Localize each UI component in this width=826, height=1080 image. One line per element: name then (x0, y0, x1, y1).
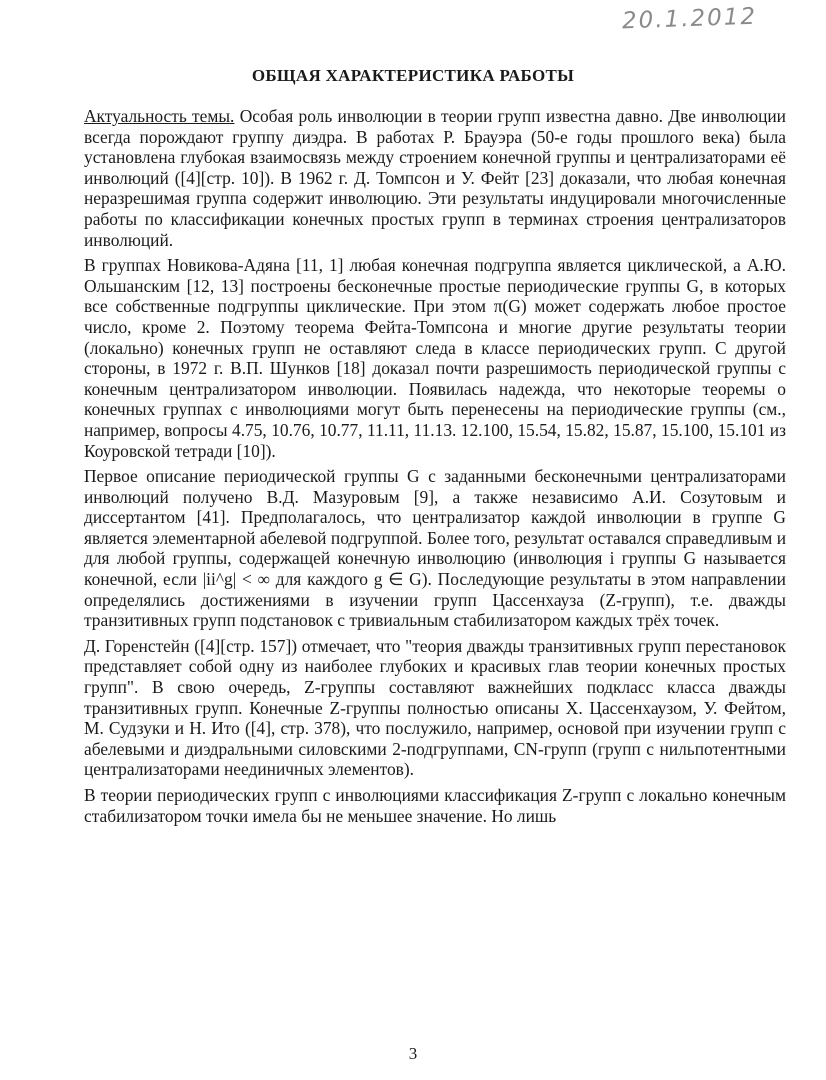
body-text (84, 106, 786, 826)
paragraph-text: В теории периодических групп с инволюциями классификация Z-групп с локально конечным стабилизатором точки имела бы не меньшее значение. Но лишь (84, 785, 786, 826)
page-number: 3 (408, 1044, 418, 1063)
handwritten-date: 20.1.2012 (621, 3, 758, 35)
paragraph-lead: Актуальность темы. (84, 106, 235, 126)
paragraph-text: Первое описание периодической группы G с заданными бесконечными централизаторами инволюций получено В.Д. Мазуровым [9], а также независимо А.И. Созутовым и диссертантом [41]. Предполагалось, что централизатор каждой инволюции в группе G является элементарной абелевой подгруппой. Более того, результат оставался справедливым и для любой группы, содержащей конечную инволюцию (инволюция i группы G называется конечной, если |ii^g| < ∞ для каждого g ∈ G). Последующие результаты в этом направлении определялись достижениями в изучении групп Цассенхауза (Z-групп), т.е. дважды транзитивных групп подстановок с тривиальным стабилизатором каждых трёх точек. (84, 466, 786, 631)
section-title: ОБЩАЯ ХАРАКТЕРИСТИКА РАБОТЫ (251, 66, 575, 85)
paragraph-novikov-adyan (84, 255, 786, 461)
paragraph-periodic-groups (84, 785, 786, 826)
paragraph-gorenstein (84, 636, 786, 780)
paragraph-text: Особая роль инволюции в теории групп известна давно. Две инволюции всегда порождают группу диэдра. В работах Р. Брауэра (50-е годы прошлого века) была установлена глубокая взаимосвязь между строением конечной группы и централизаторами её инволюций ([4][стр. 10]). В 1962 г. Д. Томпсон и У. Фейт [23] доказали, что любая конечная неразрешимая группа содержит инволюцию. Эти результаты индуцировали многочисленные работы по классификации конечных простых групп в терминах строения централизаторов инволюций. (84, 106, 786, 250)
paragraph-first-description (84, 466, 786, 631)
paragraph-relevance (84, 106, 786, 250)
paragraph-text: Д. Горенстейн ([4][стр. 157]) отмечает, что "теория дважды транзитивных групп перестановок представляет собой одну из наиболее глубоких и красивых глав теории конечных простых групп". В свою очередь, Z-группы составляют важнейших подкласс класса дважды транзитивных групп. Конечные Z-группы полностью описаны Х. Цассенхаузом, У. Фейтом, М. Судзуки и Н. Ито ([4], стр. 378), что послужило, например, основой при изучении групп с абелевыми и диэдральными силовскими 2-подгруппами, CN-групп (групп с нильпотентными централизаторами неединичных элементов). (84, 635, 786, 780)
paragraph-text: В группах Новикова-Адяна [11, 1] любая конечная подгруппа является циклической, а А.Ю. Ольшанским [12, 13] построены бесконечные простые периодические группы G, в которых все собственные подгруппы циклические. При этом π(G) может содержать любое простое число, кроме 2. Поэтому теорема Фейта-Томпсона и многие другие результаты теории (локально) конечных групп не оставляют следа в классе периодических групп. С другой стороны, в 1972 г. В.П. Шунков [18] доказал почти разрешимость периодической группы с конечным централизатором инволюции. Появилась надежда, что некоторые теоремы о конечных группах с инволюциями могут быть перенесены на периодические группы (см., например, вопросы 4.75, 10.76, 10.77, 11.11, 11.13. 12.100, 15.54, 15.82, 15.87, 15.100, 15.101 из Коуровской тетради [10]). (84, 255, 786, 461)
